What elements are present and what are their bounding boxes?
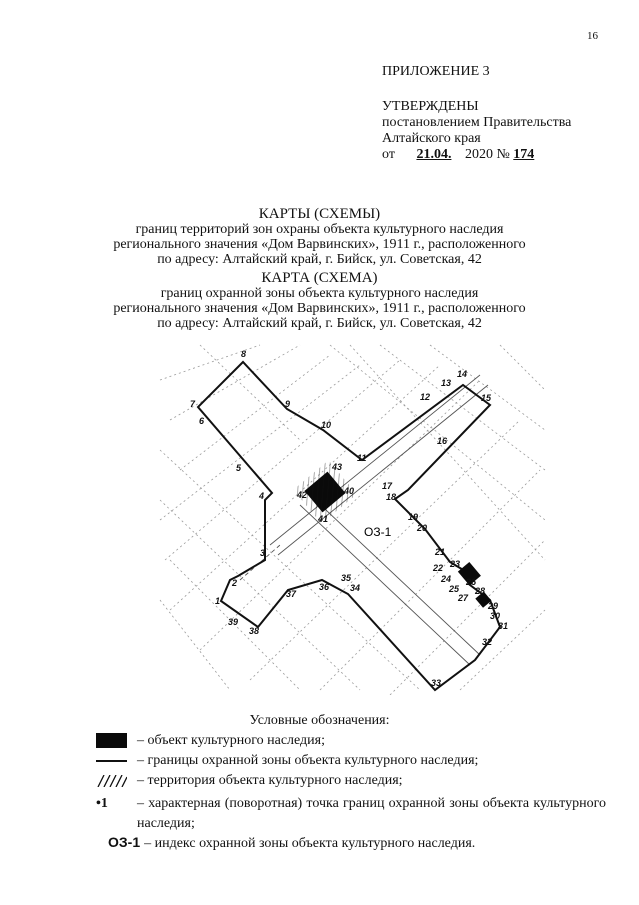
page-number: 16 [587,30,598,42]
map-heading-line-1: границ охранной зоны объекта культурного наследия [160,286,479,301]
date-day: 21.04. [416,147,452,162]
zone-boundary [198,362,500,690]
point-label-6: 6 [199,416,205,426]
zone-index-symbol: ОЗ-1 [108,834,141,850]
point-label-27: 27 [458,593,469,603]
point-label-30: 30 [490,611,501,621]
point-label-42: 42 [297,490,308,500]
point-label-33: 33 [431,678,442,688]
point-label-2: 2 [232,578,238,588]
approved-label: УТВЕРЖДЕНЫ [382,99,479,114]
point-label-29: 29 [488,601,499,611]
point-label-17: 17 [382,481,393,491]
maps-heading-text [0,222,639,267]
zone-label: ОЗ-1 [364,525,392,539]
point-label-4: 4 [259,491,265,501]
point-label-9: 9 [285,399,291,409]
legend-title: Условные обозначения: [249,713,390,728]
point-label-15: 15 [481,393,492,403]
point-label-21: 21 [435,547,446,557]
point-label-19: 19 [408,512,419,522]
territory-hatch-swatch [96,775,127,787]
point-label-35: 35 [341,573,352,583]
point-label-26: 26 [466,577,477,587]
boundary-swatch [96,760,127,762]
point-label-23: 23 [450,559,461,569]
maps-heading-title: КАРТЫ (СХЕМЫ) [258,206,381,222]
maps-heading-line-3: по адресу: Алтайский край, г. Бийск, ул. Советская, 42 [157,252,482,267]
maps-heading-line-2: регионального значения «Дом Варвинских», 1911 г., расположенного [113,237,526,252]
map-heading-line-2: регионального значения «Дом Варвинских», 1911 г., расположенного [113,301,526,316]
date-prefix: от [382,147,395,162]
point-label-32: 32 [482,637,493,647]
legend-text-zone-index: – индекс охранной зоны объекта культурного наследия. [144,836,476,851]
point-label-18: 18 [386,492,397,502]
legend-text-object: – объект культурного наследия; [137,733,325,748]
point-label-38: 38 [249,626,260,636]
decree-number: 174 [513,147,535,162]
appendix-block [382,64,612,163]
legend-text-point: – характерная (поворотная) точка границ охранной зоны объекта культурного наследия; [137,796,606,831]
point-label-12: 12 [420,392,431,402]
legend-item-point [96,794,606,834]
legend-text-territory: – территория объекта культурного наследия; [137,773,403,788]
point-label-16: 16 [437,436,448,446]
point-label-22: 22 [433,563,444,573]
map-heading-text [0,286,639,331]
point-label-10: 10 [321,420,332,430]
approved-date-line [382,147,612,163]
legend-item-territory [96,773,403,789]
point-label-34: 34 [350,583,361,593]
point-label-40: 40 [344,486,355,496]
appendix-title: ПРИЛОЖЕНИЕ 3 [382,64,490,79]
point-label-3: 3 [260,548,266,558]
legend-item-zone-index [108,834,475,852]
point-label-8: 8 [241,349,247,359]
map-heading-title: КАРТА (СХЕМА) [261,270,378,286]
object-swatch [96,733,127,748]
point-label-13: 13 [441,378,452,388]
approved-line-1: постановлением Правительства [382,115,572,130]
approved-line-2: Алтайского края [382,131,481,146]
point-label-14: 14 [457,369,468,379]
point-label-43: 43 [332,462,343,472]
maps-heading-line-1: границ территорий зон охраны объекта культурного наследия [135,222,504,237]
point-label-5: 5 [236,463,242,473]
point-label-7: 7 [190,399,196,409]
point-label-11: 11 [357,453,367,463]
legend-text-boundary: – границы охранной зоны объекта культурного наследия; [137,753,479,768]
protection-zone-map [150,338,550,700]
point-label-31: 31 [498,621,509,631]
point-label-24: 24 [441,574,452,584]
point-label-41: 41 [318,514,329,524]
point-label-28: 28 [475,586,486,596]
legend-item-object [96,733,325,749]
legend-item-boundary [96,753,478,769]
date-year: 2020 № [464,147,510,162]
point-symbol: •1 [96,796,108,811]
point-label-39: 39 [228,617,239,627]
point-label-36: 36 [319,582,330,592]
map-heading-line-3: по адресу: Алтайский край, г. Бийск, ул. Советская, 42 [157,316,482,331]
point-label-25: 25 [449,584,460,594]
point-label-1: 1 [215,596,221,606]
point-label-20: 20 [417,523,428,533]
point-label-37: 37 [286,589,297,599]
